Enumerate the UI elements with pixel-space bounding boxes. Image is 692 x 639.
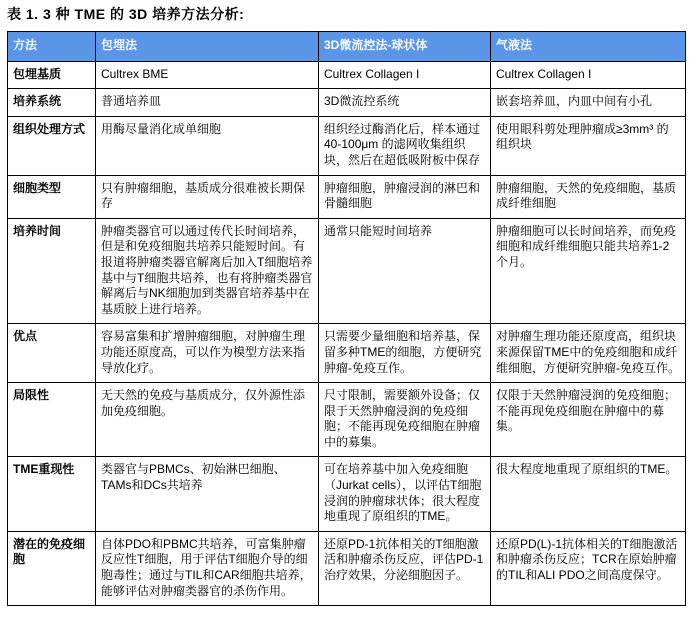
table-cell: 肿瘤细胞，天然的免疫细胞，基质成纤维细胞 — [491, 175, 686, 218]
table-cell: 仅限于天然肿瘤浸润的免疫细胞；不能再现免疫细胞在肿瘤中的募集。 — [491, 383, 686, 457]
table-cell: 只需要少量细胞和培养基，保留多种TME的细胞，方便研究肿瘤-免疫互作。 — [319, 324, 491, 383]
header-cell-method: 方法 — [8, 32, 96, 62]
table-cell: 还原PD(L)-1抗体相关的T细胞激活和肿瘤杀伤反应；TCR在原始肿瘤的TIL和ALI PDO之间高度保守。 — [491, 531, 686, 605]
table-cell: 容易富集和扩增肿瘤细胞，对肿瘤生理功能还原度高，可以作为模型方法来指导放化疗。 — [96, 324, 319, 383]
table-row — [8, 383, 686, 457]
table-cell: 通常只能短时间培养 — [319, 218, 491, 324]
row-header-cell: TME重现性 — [8, 457, 96, 531]
row-header-cell: 细胞类型 — [8, 175, 96, 218]
header-cell-embedding: 包埋法 — [96, 32, 319, 62]
page-title: 表 1. 3 种 TME 的 3D 培养方法分析: — [7, 6, 245, 22]
table-cell: 很大程度地重现了原组织的TME。 — [491, 457, 686, 531]
row-header-cell: 潜在的免疫细胞 — [8, 531, 96, 605]
table-cell: 用酶尽量消化成单细胞 — [96, 116, 319, 175]
table-cell: 无天然的免疫与基质成分，仅外源性添加免疫细胞。 — [96, 383, 319, 457]
table-cell: 肿瘤类器官可以通过传代长时间培养，但是和免疫细胞共培养只能短时间。有报道将肿瘤类器官解离后加入T细胞培养基中与T细胞共培养，也有将肿瘤类器官解离后与NK细胞加到类器官培养基中在基质胶上进行培养。 — [96, 218, 319, 324]
table-cell: 对肿瘤生理功能还原度高，组织块来源保留TME中的免疫细胞和成纤维细胞，方便研究肿瘤-免疫互作。 — [491, 324, 686, 383]
table-cell: 可在培养基中加入免疫细胞（Jurkat cells），以评估T细胞浸润的肿瘤球状体；很大程度地重现了原组织的TME。 — [319, 457, 491, 531]
table-cell: 肿瘤细胞，肿瘤浸润的淋巴和骨髓细胞 — [319, 175, 491, 218]
table-row — [8, 89, 686, 117]
table-cell: Cultrex Collagen I — [491, 61, 686, 89]
table-cell: 组织经过酶消化后，样本通过40-100μm 的滤网收集组织块，然后在超低吸附板中保存 — [319, 116, 491, 175]
table-cell: 3D微流控系统 — [319, 89, 491, 117]
table-cell: 尺寸限制，需要额外设备；仅限于天然肿瘤浸润的免疫细胞；不能再现免疫细胞在肿瘤中的募集。 — [319, 383, 491, 457]
methods-table-header — [8, 32, 686, 62]
row-header-cell: 局限性 — [8, 383, 96, 457]
methods-table — [7, 31, 686, 606]
table-cell: 肿瘤细胞可以长时间培养，而免疫细胞和成纤维细胞只能共培养1-2个月。 — [491, 218, 686, 324]
methods-table-body — [8, 61, 686, 606]
table-cell: 使用眼科剪处理肿瘤成≥3mm³ 的组织块 — [491, 116, 686, 175]
table-cell: 嵌套培养皿，内皿中间有小孔 — [491, 89, 686, 117]
table-row — [8, 531, 686, 605]
table-row — [8, 116, 686, 175]
table-row — [8, 457, 686, 531]
row-header-cell: 包埋基质 — [8, 61, 96, 89]
table-row — [8, 175, 686, 218]
row-header-cell: 培养时间 — [8, 218, 96, 324]
table-cell: Cultrex BME — [96, 61, 319, 89]
table-cell: Cultrex Collagen I — [319, 61, 491, 89]
header-cell-airliquid: 气液法 — [491, 32, 686, 62]
header-row — [8, 32, 686, 62]
table-cell: 普通培养皿 — [96, 89, 319, 117]
row-header-cell: 优点 — [8, 324, 96, 383]
table-cell: 只有肿瘤细胞，基质成分很难被长期保存 — [96, 175, 319, 218]
table-cell: 类器官与PBMCs、初始淋巴细胞、TAMs和DCs共培养 — [96, 457, 319, 531]
table-row — [8, 218, 686, 324]
row-header-cell: 组织处理方式 — [8, 116, 96, 175]
table-cell: 自体PDO和PBMC共培养，可富集肿瘤反应性T细胞，用于评估T细胞介导的细胞毒性；通过与TIL和CAR细胞共培养，能够评估对肿瘤类器官的杀伤作用。 — [96, 531, 319, 605]
table-cell: 还原PD-1抗体相关的T细胞激活和肿瘤杀伤反应，评估PD-1治疗效果，分泌细胞因子。 — [319, 531, 491, 605]
header-cell-microfluidic: 3D微流控法-球状体 — [319, 32, 491, 62]
row-header-cell: 培养系统 — [8, 89, 96, 117]
table-row — [8, 61, 686, 89]
table-row — [8, 324, 686, 383]
